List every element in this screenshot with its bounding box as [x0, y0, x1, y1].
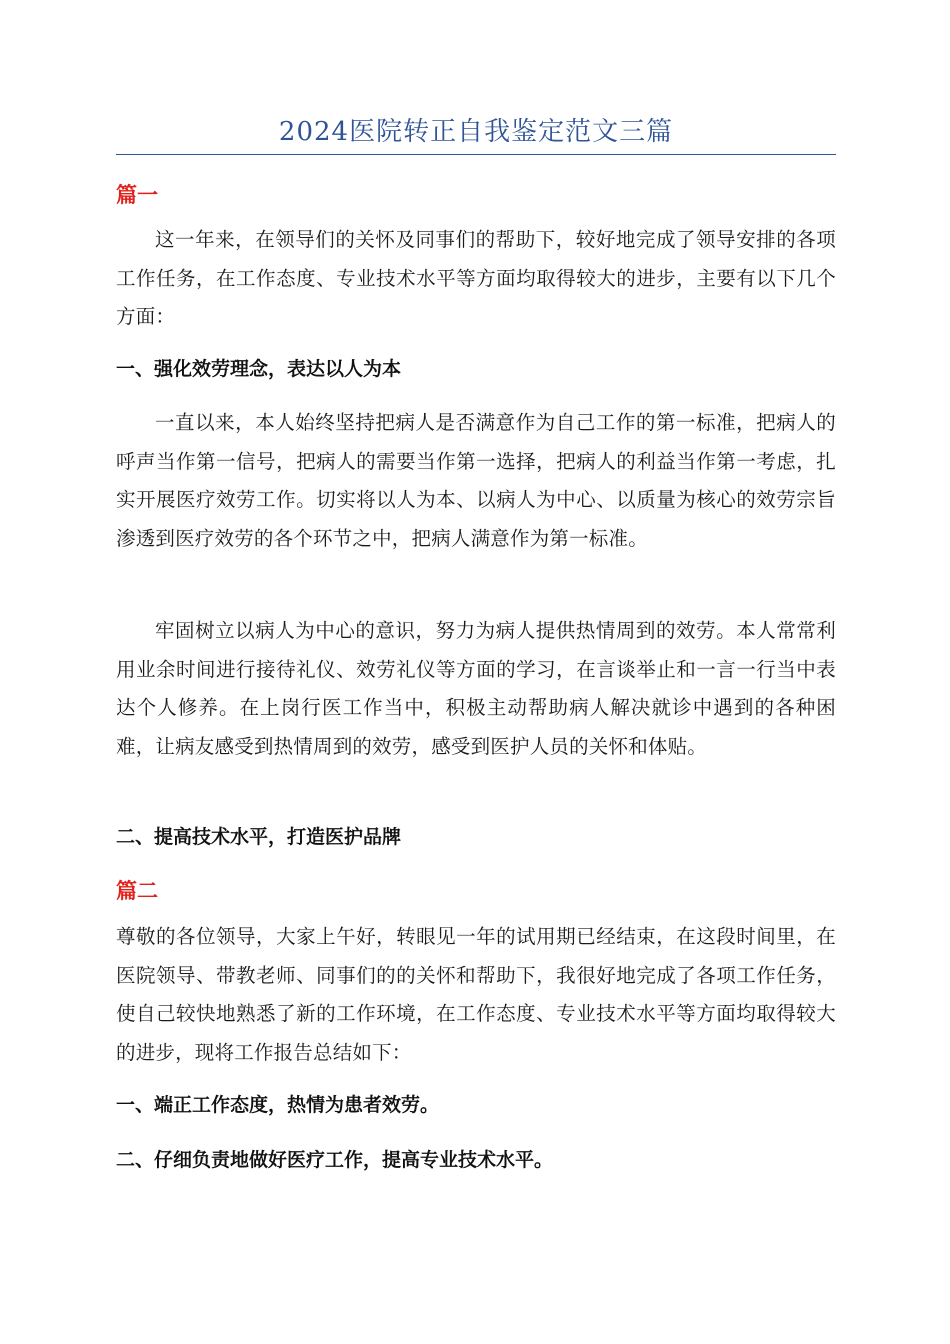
section1-point1-paragraph2: 牢固树立以病人为中心的意识，努力为病人提供热情周到的效劳。本人常常利用业余时间进行接待礼仪、效劳礼仪等方面的学习，在言谈举止和一言一行当中表达个人修养。在上岗行医工作当中，积极主动帮助病人解决就诊中遇到的各种困难，让病友感受到热情周到的效劳，感受到医护人员的关怀和体贴。 [116, 619, 836, 758]
title-underline [116, 154, 836, 155]
section1-intro-paragraph: 这一年来，在领导们的关怀及同事们的帮助下，较好地完成了领导安排的各项工作任务，在工作态度、专业技术水平等方面均取得较大的进步，主要有以下几个方面： [116, 228, 836, 328]
section1-point1-paragraph1: 一直以来，本人始终坚持把病人是否满意作为自己工作的第一标准，把病人的呼声当作第一信号，把病人的需要当作第一选择，把病人的利益当作第一考虑，扎实开展医疗效劳工作。切实将以人为本、以病人为中心、以质量为核心的效劳宗旨渗透到医疗效劳的各个环节之中，把病人满意作为第一标准。 [116, 411, 836, 550]
section2-point1-heading: 一、端正工作态度，热情为患者效劳。 [116, 1094, 440, 1116]
section2-point2-heading: 二、仔细负责地做好医疗工作，提高专业技术水平。 [116, 1149, 554, 1171]
section1-point1-heading: 一、强化效劳理念，表达以人为本 [116, 358, 402, 380]
section-heading-1: 篇一 [116, 182, 158, 207]
document-title: 2024医院转正自我鉴定范文三篇 [278, 117, 674, 147]
section1-point2-heading: 二、提高技术水平，打造医护品牌 [116, 826, 402, 848]
section2-intro-paragraph: 尊敬的各位领导，大家上午好，转眼见一年的试用期已经结束，在这段时间里，在医院领导、带教老师、同事们的的关怀和帮助下，我很好地完成了各项工作任务，使自己较快地熟悉了新的工作环境，在工作态度、专业技术水平等方面均取得较大的进步，现将工作报告总结如下： [116, 925, 836, 1064]
section-heading-2: 篇二 [116, 878, 158, 903]
